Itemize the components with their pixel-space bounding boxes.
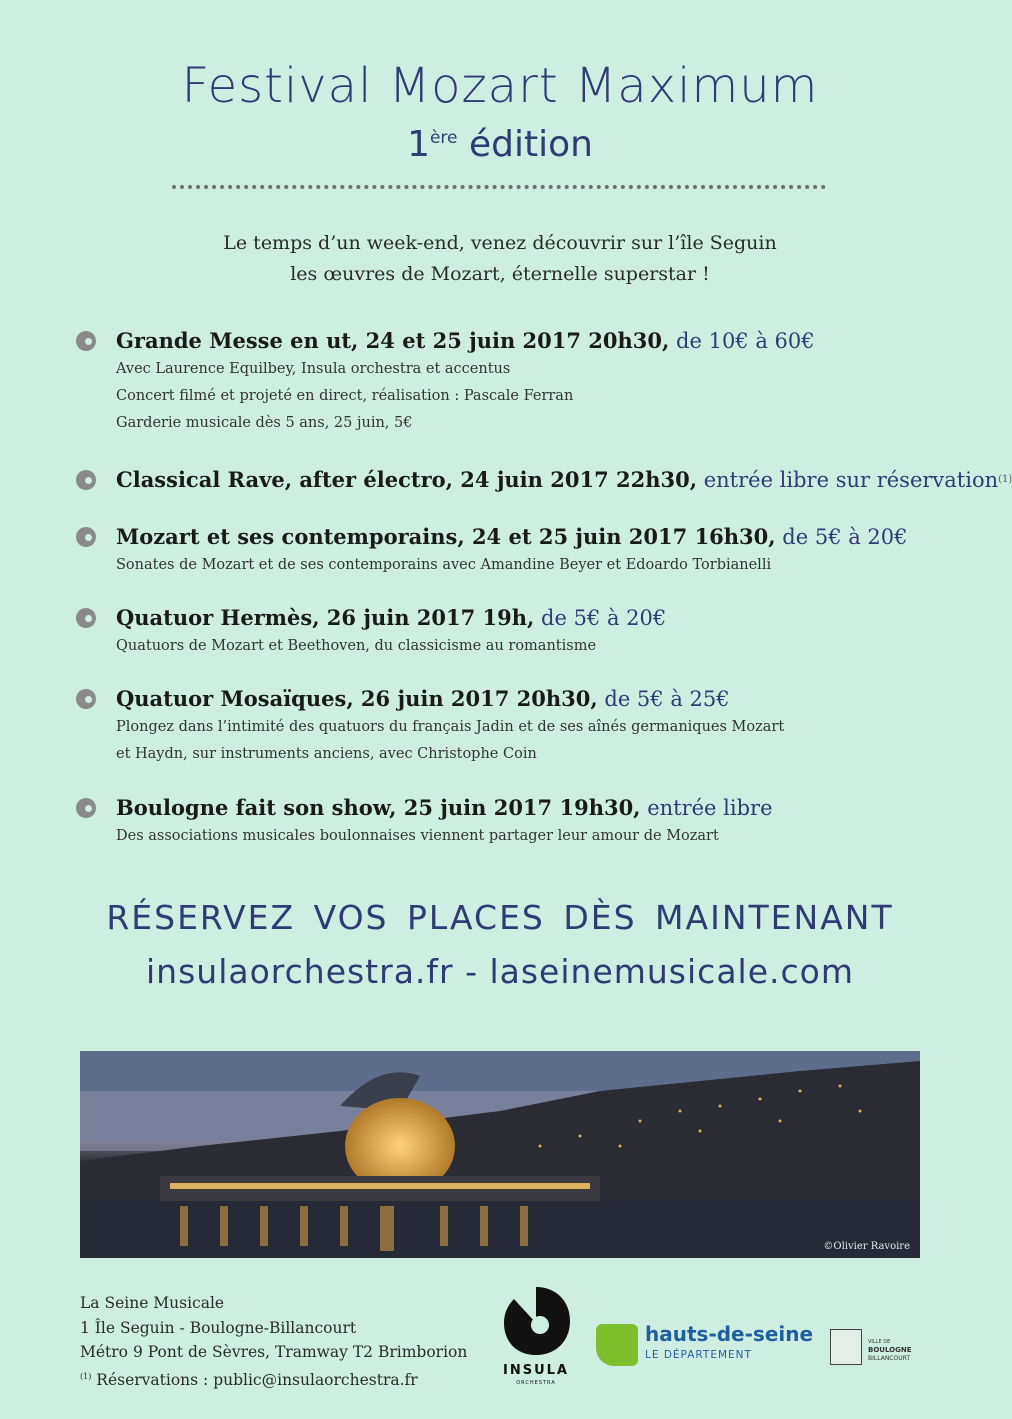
- edition-number: 1: [407, 124, 430, 165]
- hauts-de-seine-department: LE DÉPARTEMENT: [645, 1349, 752, 1361]
- hauts-de-seine-logo: [596, 1322, 816, 1372]
- festival-title: Festival Mozart Maximum: [181, 58, 819, 114]
- event-detail-line: Concert filmé et projeté en direct, réalisation : Pascale Ferran: [116, 388, 574, 404]
- insula-logo: [496, 1283, 576, 1403]
- edition-suffix: ère: [429, 128, 458, 148]
- event-price: de 5€ à 20€: [541, 606, 667, 630]
- reserve-heading: RÉSERVEZ VOS PLACES DÈS MAINTENANT: [106, 898, 894, 937]
- event-name: Mozart et ses contemporains, 24 et 25 juin 2017 16h30,: [116, 524, 776, 549]
- event-details: [116, 552, 936, 579]
- event-price: entrée libre sur réservation: [703, 468, 999, 492]
- photo-credit: ©Olivier Ravoire: [823, 1241, 910, 1252]
- boulogne-billancourt-logo: [830, 1329, 930, 1374]
- event-price: de 5€ à 20€: [782, 525, 908, 549]
- boulogne-ville: VILLE DE: [868, 1339, 891, 1345]
- event-heading: [116, 522, 908, 552]
- event-detail-line: Sonates de Mozart et de ses contemporains avec Amandine Beyer et Edoardo Torbianelli: [116, 557, 772, 573]
- event-detail-line: Des associations musicales boulonnaises viennent partager leur amour de Mozart: [116, 828, 719, 844]
- intro-line-1: Le temps d’un week-end, venez découvrir sur l’île Seguin: [223, 232, 777, 254]
- event-heading: [116, 793, 773, 823]
- venue-address: [80, 1291, 467, 1392]
- bullet-icon: [76, 470, 96, 490]
- boulogne-name: BOULOGNE: [868, 1346, 912, 1354]
- insula-logo-mark: [496, 1283, 576, 1361]
- reservations-email: Réservations : public@insulaorchestra.fr: [96, 1370, 418, 1389]
- event-name: Quatuor Hermès, 26 juin 2017 19h,: [116, 605, 535, 630]
- venue-name: La Seine Musicale: [80, 1294, 225, 1312]
- venue-street: 1 Île Seguin - Boulogne-Billancourt: [80, 1318, 357, 1337]
- event-price: entrée libre: [647, 796, 773, 820]
- event-details: [116, 823, 936, 850]
- boulogne-sub: BILLANCOURT: [868, 1355, 911, 1362]
- event-heading: [116, 465, 1012, 495]
- venue-transport: Métro 9 Pont de Sèvres, Tramway T2 Brimborion: [80, 1343, 468, 1361]
- bullet-icon: [76, 608, 96, 628]
- event-details: [116, 714, 936, 768]
- event-heading: [116, 326, 815, 356]
- insula-logo-text: INSULA: [503, 1363, 569, 1378]
- insula-logo-subtext: ORCHESTRA: [516, 1380, 556, 1386]
- bullet-icon: [76, 798, 96, 818]
- website-links: insulaorchestra.fr - laseinemusicale.com: [146, 952, 854, 991]
- event-heading: [116, 603, 666, 633]
- footnote-marker: (1): [80, 1371, 92, 1381]
- event-name: Grande Messe en ut, 24 et 25 juin 2017 20h30,: [116, 328, 670, 353]
- hauts-de-seine-mark-icon: [596, 1324, 638, 1366]
- crest-icon: [830, 1329, 862, 1365]
- event-price: de 10€ à 60€: [676, 329, 815, 353]
- bullet-icon: [76, 331, 96, 351]
- event-details: [116, 356, 936, 437]
- event-detail-line: Avec Laurence Equilbey, Insula orchestra et accentus: [116, 361, 511, 377]
- intro-text: [0, 228, 1000, 290]
- event-detail-line: Garderie musicale dès 5 ans, 25 juin, 5€: [116, 415, 413, 431]
- event-detail-line: Plongez dans l’intimité des quatuors du français Jadin et de ses aînés germaniques Mozart: [116, 719, 785, 735]
- dotted-divider: [172, 185, 826, 189]
- event-price: de 5€ à 25€: [604, 687, 730, 711]
- edition-word: édition: [468, 124, 593, 165]
- event-details: [116, 633, 936, 660]
- bullet-icon: [76, 527, 96, 547]
- event-detail-line: Quatuors de Mozart et Beethoven, du classicisme au romantisme: [116, 638, 597, 654]
- event-name: Boulogne fait son show, 25 juin 2017 19h30,: [116, 795, 641, 820]
- edition-label: [0, 124, 1000, 165]
- footnote-marker: (1): [998, 474, 1012, 485]
- event-detail-line: et Haydn, sur instruments anciens, avec Christophe Coin: [116, 746, 537, 762]
- venue-photo-illustration: [80, 1051, 920, 1258]
- venue-photo: [80, 1051, 920, 1258]
- event-heading: [116, 684, 730, 714]
- event-name: Classical Rave, after électro, 24 juin 2017 22h30,: [116, 467, 698, 492]
- bullet-icon: [76, 689, 96, 709]
- hauts-de-seine-name: hauts-de-seine: [645, 1322, 814, 1346]
- intro-line-2: les œuvres de Mozart, éternelle superstar !: [290, 263, 710, 285]
- reservations-line: [80, 1365, 467, 1393]
- event-name: Quatuor Mosaïques, 26 juin 2017 20h30,: [116, 686, 598, 711]
